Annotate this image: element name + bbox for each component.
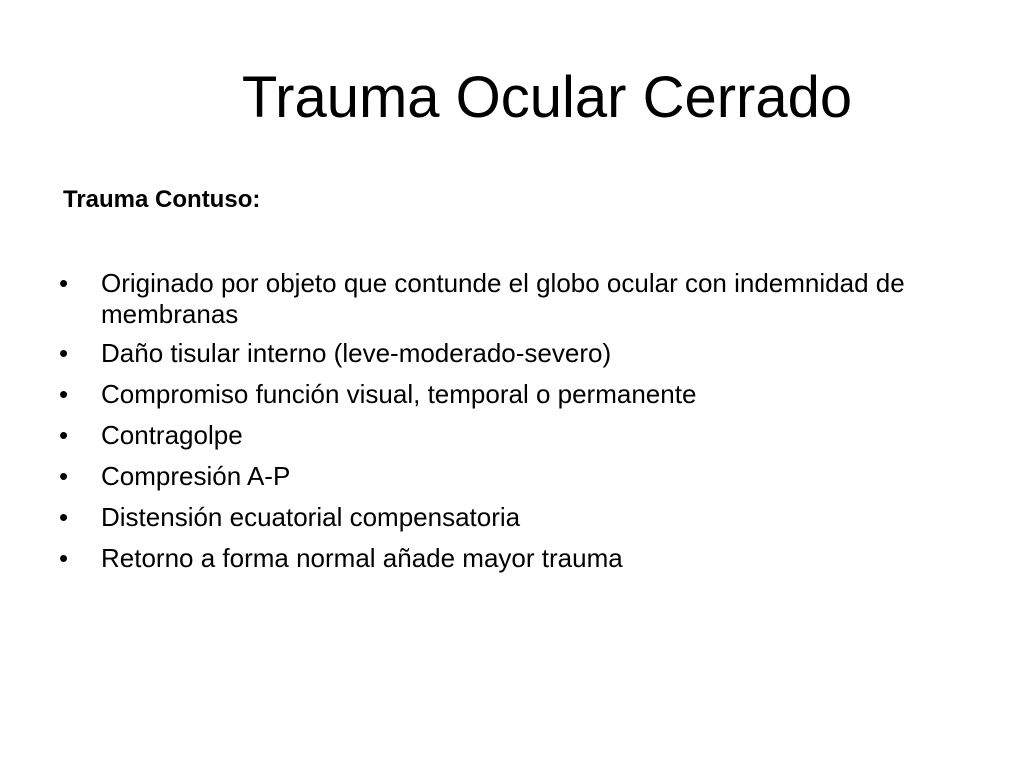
- section-subheading: Trauma Contuso:: [63, 186, 261, 213]
- bullet-text: Daño tisular interno (leve-moderado-severo): [101, 338, 612, 368]
- bullet-marker: •: [59, 338, 69, 368]
- bullet-text: Contragolpe: [101, 420, 243, 450]
- bullet-item: [59, 420, 939, 451]
- bullet-item: [59, 338, 939, 369]
- bullet-item: [59, 461, 939, 492]
- bullet-marker: •: [59, 268, 69, 298]
- bullet-marker: •: [59, 420, 69, 450]
- bullet-marker: •: [59, 461, 69, 491]
- bullet-item: [59, 379, 939, 410]
- bullet-text: Compromiso función visual, temporal o permanente: [101, 379, 697, 409]
- bullet-text: Distensión ecuatorial compensatoria: [101, 502, 521, 532]
- bullet-item: [59, 502, 939, 533]
- slide-title: Trauma Ocular Cerrado: [241, 65, 853, 130]
- bullet-list: [59, 268, 939, 584]
- bullet-marker: •: [59, 379, 69, 409]
- bullet-text: Retorno a forma normal añade mayor trauma: [101, 543, 623, 573]
- bullet-item: [59, 543, 939, 574]
- bullet-item: [59, 268, 939, 330]
- bullet-text: Compresión A-P: [101, 461, 291, 491]
- bullet-text: Originado por objeto que contunde el globo ocular con indemnidad de membranas: [101, 268, 905, 329]
- bullet-marker: •: [59, 543, 69, 573]
- bullet-marker: •: [59, 502, 69, 532]
